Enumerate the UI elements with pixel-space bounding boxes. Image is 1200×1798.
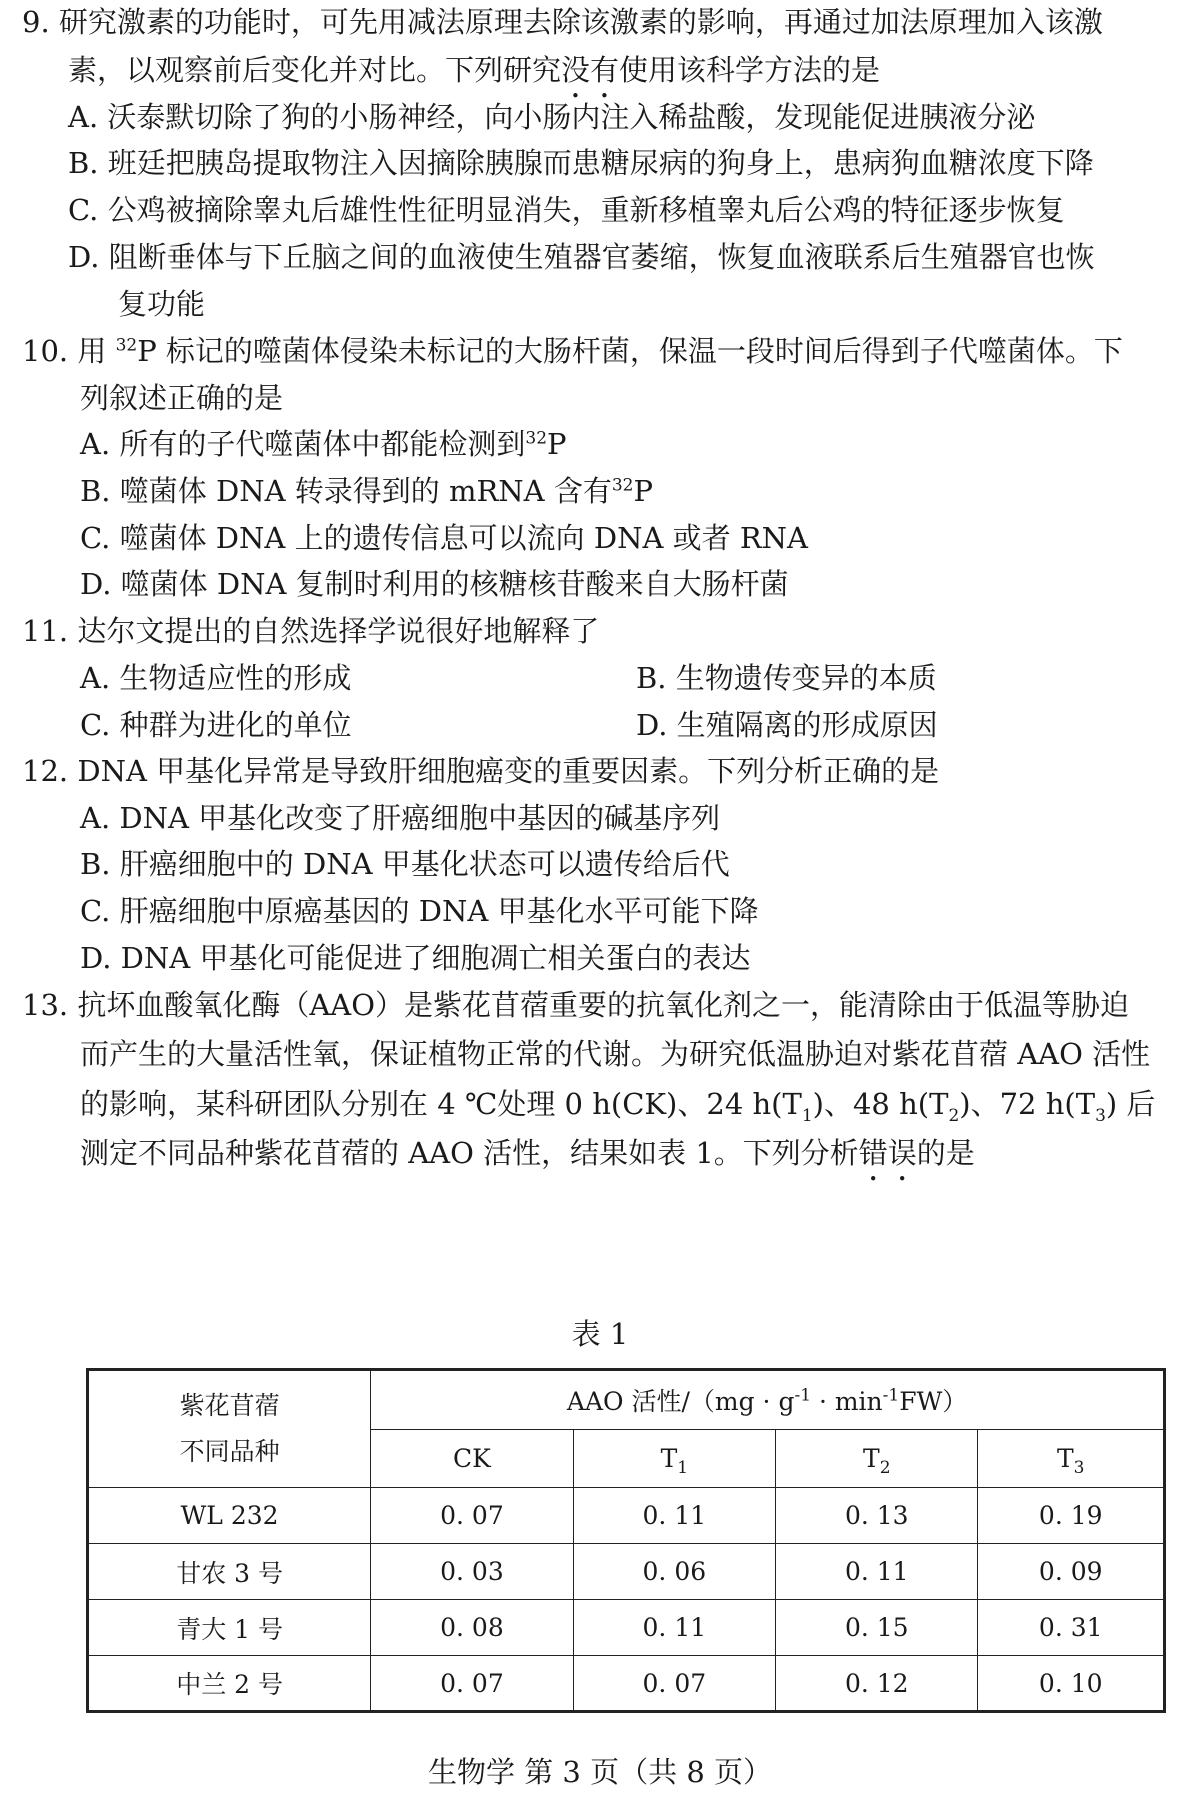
q13-stem-line-2: 而产生的大量活性氧，保证植物正常的代谢。为研究低温胁迫对紫花苜蓿 AAO 活性 — [80, 1037, 1151, 1071]
table-caption: 表 1 — [571, 1317, 629, 1351]
q11-stem — [22, 611, 599, 651]
q9-option-b: B. 班廷把胰岛提取物注入因摘除胰腺而患糖尿病的狗身上，患病狗血糖浓度下降 — [68, 146, 1094, 180]
cell-ck: 0. 07 — [371, 1488, 573, 1544]
q11-option-c: C. 种群为进化的单位 — [80, 708, 352, 742]
q13-stem-c-1: 的影响，某科研团队分别在 4 ℃处理 0 h(CK)、24 h(T — [80, 1087, 802, 1121]
q13-stem-c-3: )、72 h(T — [959, 1087, 1096, 1121]
q10-option-b-sup: 32 — [611, 475, 634, 496]
group-header-sup-1: -1 — [794, 1385, 812, 1406]
row-header-line-1: 紫花苜蓿 — [179, 1391, 280, 1420]
q13-number: 13. — [22, 988, 69, 1022]
q12-number: 12. — [22, 754, 69, 788]
q10-option-c: C. 噬菌体 DNA 上的遗传信息可以流向 DNA 或者 RNA — [80, 521, 808, 555]
table-row — [88, 1600, 1165, 1656]
cell-t3: 0. 31 — [978, 1600, 1165, 1656]
q10-option-b-p: P — [633, 474, 653, 508]
col-header-t1 — [573, 1430, 775, 1488]
col-t1-sub: 1 — [677, 1458, 689, 1478]
q11-stem-text: 达尔文提出的自然选择学说很好地解释了 — [77, 614, 600, 648]
q12-option-a: A. DNA 甲基化改变了肝癌细胞中基因的碱基序列 — [80, 801, 721, 835]
q13-stem-a: 抗坏血酸氧化酶（AAO）是紫花苜蓿重要的抗氧化剂之一，能清除由于低温等胁迫 — [77, 988, 1130, 1022]
q12-option-d: D. DNA 甲基化可能促进了细胞凋亡相关蛋白的表达 — [80, 941, 751, 975]
cell-t2: 0. 12 — [776, 1656, 978, 1712]
col-header-t3 — [978, 1430, 1165, 1488]
q9-stem-emphasis: 没有 — [561, 53, 620, 87]
cell-ck: 0. 07 — [371, 1656, 573, 1712]
group-header-post: FW） — [899, 1387, 968, 1416]
q9-option-c: C. 公鸡被摘除睾丸后雄性性征明显消失，重新移植睾丸后公鸡的特征逐步恢复 — [68, 193, 1065, 227]
col-t2-sub: 2 — [879, 1458, 891, 1478]
group-header-pre: AAO 活性/（mg · g — [566, 1387, 795, 1416]
q11-option-b: B. 生物遗传变异的本质 — [636, 661, 937, 695]
col-t3-letter: T — [1056, 1444, 1074, 1473]
q10-option-b-text: B. 噬菌体 DNA 转录得到的 mRNA 含有 — [80, 474, 612, 508]
col-t2-letter: T — [863, 1444, 880, 1473]
q13-stem-d-pre: 测定不同品种紫花苜蓿的 AAO 活性，结果如表 1。下列分析 — [80, 1136, 859, 1170]
cell-ck: 0. 08 — [371, 1600, 573, 1656]
q9-stem-line-1 — [22, 2, 1103, 42]
page-footer: 生物学 第 3 页（共 8 页） — [428, 1755, 772, 1789]
q11-option-a: A. 生物适应性的形成 — [80, 661, 352, 695]
q10-option-b — [80, 471, 653, 511]
q10-stem-line-1 — [22, 331, 1123, 371]
q11-number: 11. — [22, 614, 69, 648]
col-t1-letter: T — [660, 1444, 678, 1473]
q12-stem-text: DNA 甲基化异常是导致肝细胞癌变的重要因素。下列分析正确的是 — [77, 754, 940, 788]
q11-option-d: D. 生殖隔离的形成原因 — [636, 708, 938, 742]
q10-option-a-text: A. 所有的子代噬菌体中都能检测到 — [80, 427, 526, 461]
table-header-row-1 — [88, 1370, 1165, 1430]
group-header-mid: · min — [811, 1387, 883, 1416]
cell-t1: 0. 07 — [573, 1656, 775, 1712]
q9-stem-b-post: 使用该科学方法的是 — [619, 53, 881, 87]
q12-option-c: C. 肝癌细胞中原癌基因的 DNA 甲基化水平可能下降 — [80, 894, 759, 928]
q12-stem — [22, 751, 939, 791]
cell-t3: 0. 10 — [978, 1656, 1165, 1712]
q10-superscript-32: 32 — [115, 335, 138, 356]
row-header-cell — [88, 1370, 371, 1488]
cell-t2: 0. 11 — [776, 1544, 978, 1600]
q10-stem-pre: 用 — [77, 334, 116, 368]
q12-option-b: B. 肝癌细胞中的 DNA 甲基化状态可以遗传给后代 — [80, 847, 730, 881]
cell-t3: 0. 19 — [978, 1488, 1165, 1544]
q9-stem-a: 研究激素的功能时，可先用减法原理去除该激素的影响，再通过加法原理加入该激 — [58, 5, 1103, 39]
q10-option-a — [80, 424, 567, 464]
cell-t1: 0. 11 — [573, 1488, 775, 1544]
q10-option-a-sup: 32 — [525, 428, 548, 449]
q13-sub-2: 2 — [948, 1105, 960, 1126]
row-header-line-2: 不同品种 — [179, 1437, 280, 1466]
cell-t1: 0. 11 — [573, 1600, 775, 1656]
q9-stem-b-pre: 素，以观察前后变化并对比。下列研究 — [68, 53, 562, 87]
q13-stem-d-post: 的是 — [916, 1136, 975, 1170]
q13-stem-c-4: ) 后 — [1105, 1087, 1156, 1121]
cell-variety: 中兰 2 号 — [88, 1656, 371, 1712]
cell-t3: 0. 09 — [978, 1544, 1165, 1600]
q13-stem-c-2: )、48 h(T — [812, 1087, 949, 1121]
q10-number: 10. — [22, 334, 69, 368]
q10-stem-post: P 标记的噬菌体侵染未标记的大肠杆菌，保温一段时间后得到子代噬菌体。下 — [137, 334, 1123, 368]
table-row — [88, 1488, 1165, 1544]
cell-variety: 甘农 3 号 — [88, 1544, 371, 1600]
q10-option-d: D. 噬菌体 DNA 复制时利用的核糖核苷酸来自大肠杆菌 — [80, 567, 789, 601]
group-header-sup-2: -1 — [882, 1385, 900, 1406]
aao-activity-table — [86, 1368, 1166, 1713]
group-header-cell — [371, 1370, 1165, 1430]
cell-ck: 0. 03 — [371, 1544, 573, 1600]
cell-t1: 0. 06 — [573, 1544, 775, 1600]
cell-t2: 0. 15 — [776, 1600, 978, 1656]
q13-stem-line-3 — [80, 1084, 1155, 1124]
q9-option-d-line-2: 复功能 — [118, 287, 206, 321]
q13-sub-3: 3 — [1095, 1105, 1106, 1126]
cell-t2: 0. 13 — [776, 1488, 978, 1544]
col-header-t2 — [776, 1430, 978, 1488]
table-row — [88, 1656, 1165, 1712]
col-header-ck: CK — [371, 1430, 573, 1488]
q13-stem-line-4 — [80, 1133, 975, 1188]
q13-stem-emphasis: 错误 — [858, 1136, 917, 1170]
table-row — [88, 1544, 1165, 1600]
q13-stem-line-1 — [22, 985, 1129, 1025]
cell-variety: 青大 1 号 — [88, 1600, 371, 1656]
col-t3-sub: 3 — [1073, 1458, 1085, 1478]
q9-number: 9. — [22, 5, 50, 39]
q10-stem-line-2: 列叙述正确的是 — [80, 381, 284, 415]
q10-option-a-p: P — [547, 427, 567, 461]
cell-variety: WL 232 — [88, 1488, 371, 1544]
q13-sub-1: 1 — [801, 1105, 813, 1126]
q9-option-a: A. 沃泰默切除了狗的小肠神经，向小肠内注入稀盐酸，发现能促进胰液分泌 — [68, 100, 1036, 134]
q9-option-d-line-1: D. 阻断垂体与下丘脑之间的血液使生殖器官萎缩，恢复血液联系后生殖器官也恢 — [68, 240, 1095, 274]
